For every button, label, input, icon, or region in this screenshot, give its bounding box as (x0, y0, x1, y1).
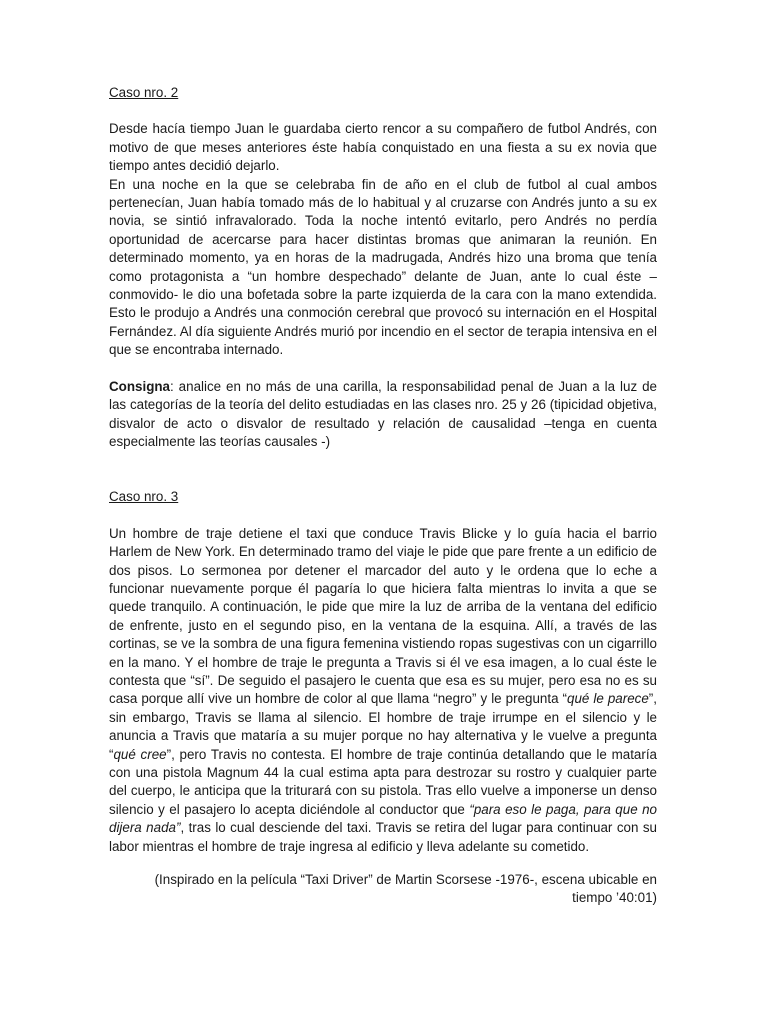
case-3-text-1: Un hombre de traje detiene el taxi que conduce Travis Blicke y lo guía hacia el barrio Harlem de New York. En determinado tramo del viaje le pide que pare frente a un edificio de dos pisos. Lo sermonea por detener el marcador del auto y le ordena que lo eche a funcionar nuevamente porque él pagaría lo que hiciera falta mientras lo invita a que se quede tranquilo. A continuación, le pide que mire la luz de arriba de la ventana del edificio de enfrente, justo en el segundo piso, en la ventana de la esquina. Allí, a través de las cortinas, se ve la sombra de una figura femenina vistiendo ropas sugestivas con un cigarrillo en la mano. Y el hombre de traje le pregunta a Travis si él ve esa imagen, a lo cual éste le contesta que “sí”. De seguido el pasajero le cuenta que esa es su mujer, pero esa no es su casa porque allí vive un hombre de color al que llama “negro” y le pregunta “ (109, 525, 657, 707)
spacer (109, 102, 657, 120)
case-3-quote-2: qué cree (113, 746, 167, 762)
case-3-text-2: ”, sin embargo, Travis se llama al silencio. El hombre de traje irrumpe en el silencio y le anuncia a Travis que mataría a su mujer porque no hay alternativa y le vuelve a pregunta “ (109, 691, 657, 762)
case-3-text-3: ”, pero Travis no contesta. El hombre de traje continúa detallando que le mataría con una pistola Magnum 44 la cual estima apta para destrozar su rostro y cualquier parte del cuerpo, le anticipa que la triturará con su pistola. Tras ello vuelve a imponerse un denso silencio y el pasajero lo acepta diciéndole al conductor que (109, 746, 657, 817)
spacer (109, 856, 657, 871)
case-3-text-4: , tras lo cual desciende del taxi. Travis se retira del lugar para continuar con su labor mientras el hombre de traje ingresa al edificio y lleva adelante su cometido. (109, 820, 657, 854)
case-2-paragraph-2: En una noche en la que se celebraba fin de año en el club de futbol al cual ambos pertenecían, Juan había tomado más de lo habitual y al cruzarse con Andrés junto a su ex novia, se sintió infravalorado. Toda la noche intentó evitarlo, pero Andrés no perdía oportunidad de acercarse para hacer distintas bromas que animaran la reunión. En determinado momento, ya en horas de la madrugada, Andrés hizo una broma que tenía como protagonista a “un hombre despechado” delante de Juan, ante lo cual éste –conmovido- le dio una bofetada sobre la parte izquierda de la cara con la mano extendida. Esto le produjo a Andrés una conmoción cerebral que provocó su internación en el Hospital Fernández. Al día siguiente Andrés murió por incendio en el sector de terapia intensiva en el que se encontraba internado. (109, 176, 657, 358)
case-3-quote-3: “para eso le paga, para que no dijera nada” (109, 801, 657, 836)
case-3-paragraph (109, 525, 657, 856)
document-page (109, 84, 657, 908)
spacer (109, 507, 657, 525)
case-3-quote-1: qué le parece (567, 691, 649, 707)
case-3-heading: Caso nro. 3 (109, 489, 179, 505)
case-2-heading: Caso nro. 2 (109, 85, 179, 100)
case-3-source-note: (Inspirado en la película “Taxi Driver” de Martin Scorsese -1976-, escena ubicable en tiempo ’40:01) (154, 872, 657, 906)
spacer (109, 360, 657, 378)
consigna-label: Consigna (109, 378, 171, 394)
spacer (109, 451, 657, 488)
case-2-consigna (109, 378, 657, 452)
case-2-paragraph-1: Desde hacía tiempo Juan le guardaba cierto rencor a su compañero de futbol Andrés, con motivo de que meses anteriores éste había conquistado en una fiesta a su ex novia que tiempo antes decidió dejarlo. (109, 121, 657, 174)
consigna-text: : analice en no más de una carilla, la responsabilidad penal de Juan a la luz de las categorías de la teoría del delito estudiadas en las clases nro. 25 y 26 (tipicidad objetiva, disvalor de acto o disvalor de resultado y relación de causalidad –tenga en cuenta especialmente las teorías causales -) (109, 378, 657, 449)
